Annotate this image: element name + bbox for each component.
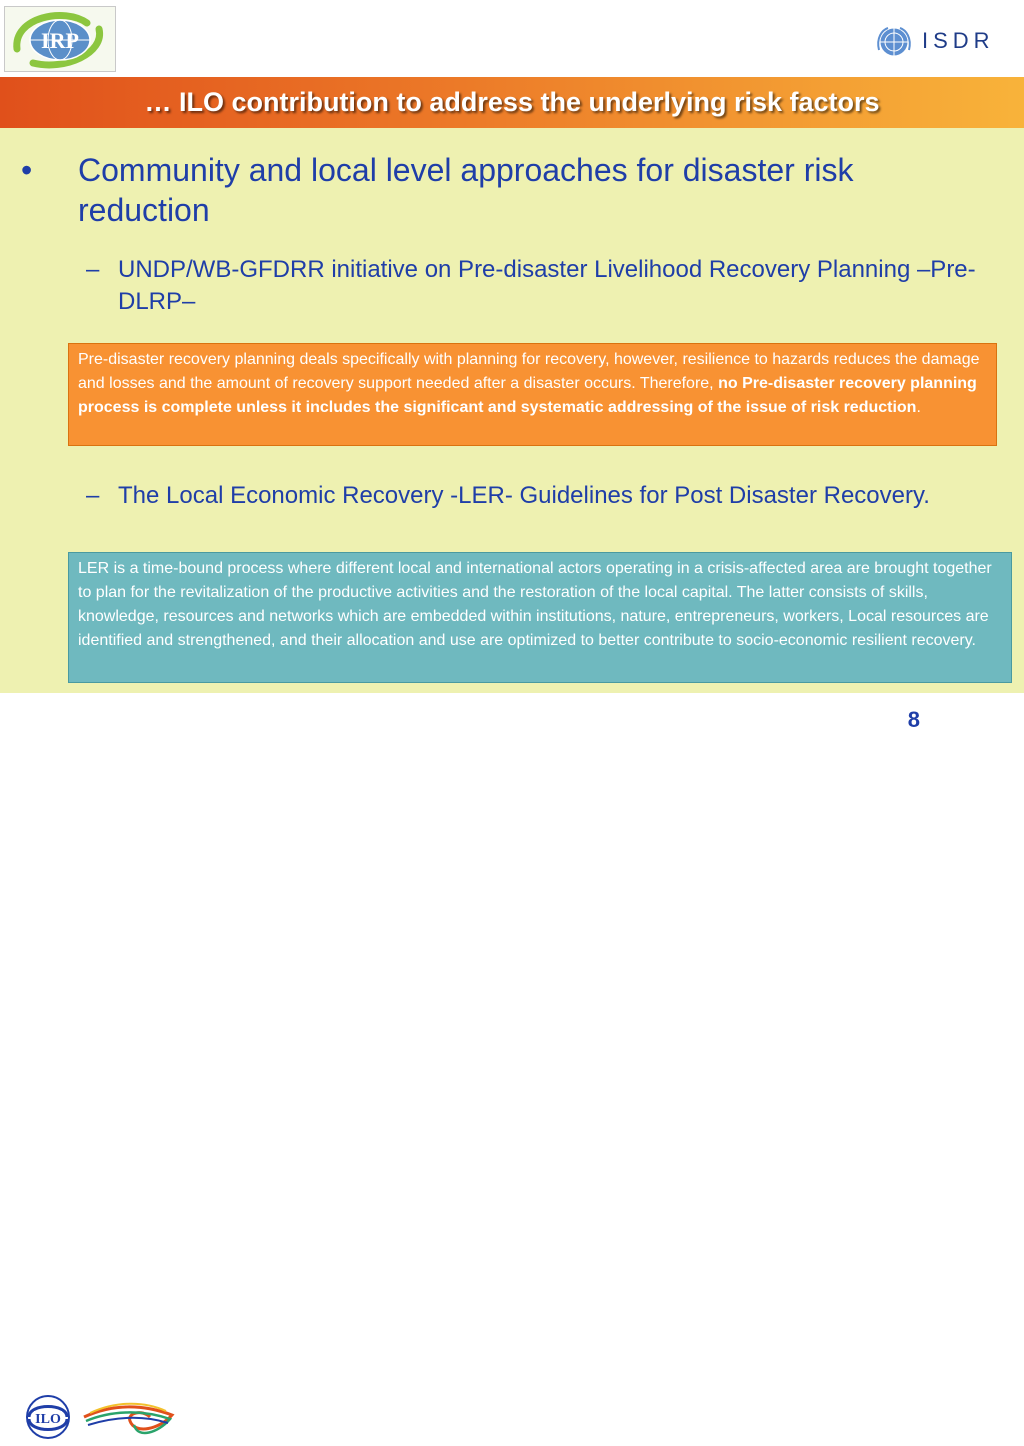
sub-bullet-ler xyxy=(86,480,988,512)
bullet-dot: • xyxy=(21,152,33,188)
info-box-text-end: . xyxy=(916,399,921,416)
slide-title: … ILO contribution to address the underlying risk factors xyxy=(144,87,880,117)
main-bullet xyxy=(21,150,993,230)
isdr-logo xyxy=(874,24,1014,60)
isdr-logo-text: ISDR xyxy=(922,28,995,53)
irp-logo xyxy=(4,6,116,72)
ilo-logo xyxy=(20,1393,76,1441)
sub-bullet-text: The Local Economic Recovery -LER- Guidelines for Post Disaster Recovery. xyxy=(118,482,930,509)
bullet-dash: – xyxy=(86,482,100,509)
info-box-text: Pre-disaster recovery planning deals specifically with planning for recovery, however, resilience to hazards reduces the damage and losses and the amount of recovery support needed after a disaster occurs. Therefore, xyxy=(78,351,980,392)
header-bar xyxy=(0,0,1024,77)
page-number: 8 xyxy=(907,707,920,732)
info-box-text: LER is a time-bound process where different local and international actors operating in a crisis-affected area are brought together to plan for the revitalization of the productive activities and the restoration of the local capital. The latter consists of skills, knowledge, resources and networks which are embedded within institutions, nature, entrepreneurs, workers, Local resources are identified and strengthened, and their allocation and use are optimized to better contribute to socio-economic resilient recovery. xyxy=(78,560,992,649)
swirl-logo xyxy=(80,1395,180,1441)
footer-bar xyxy=(0,693,1024,1427)
pre-dlrp-info-box xyxy=(68,343,997,446)
ler-info-box xyxy=(68,552,1012,683)
title-bar xyxy=(0,77,1024,128)
irp-logo-text: IRP xyxy=(41,28,79,53)
info-box-bold-text: no Pre-disaster recovery planning process is complete unless it includes the significant and systematic addressing of the issue of risk reduction xyxy=(78,375,977,416)
bullet-dash: – xyxy=(86,256,100,283)
main-bullet-text: Community and local level approaches for disaster risk reduction xyxy=(78,152,854,228)
sub-bullet-pre-dlrp xyxy=(86,254,988,318)
ilo-logo-text: ILO xyxy=(35,1412,61,1427)
sub-bullet-text: UNDP/WB-GFDRR initiative on Pre-disaster Livelihood Recovery Planning –Pre-DLRP– xyxy=(118,256,976,315)
un-emblem-icon xyxy=(874,24,914,60)
